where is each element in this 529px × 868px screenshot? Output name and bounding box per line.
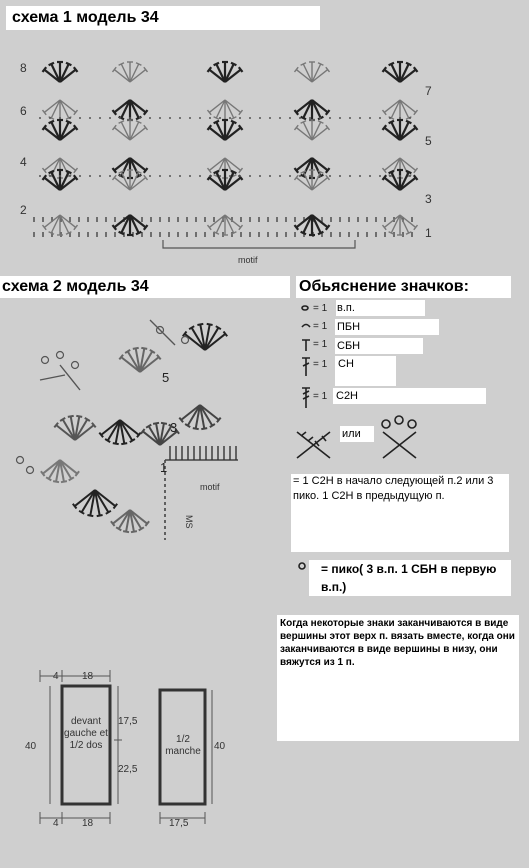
scheme2-label-5: 5 xyxy=(162,370,170,385)
scheme2-motif-label: motif xyxy=(200,482,220,492)
legend-c2h-explanation: = 1 С2Н в начало следующей п.2 или 3 пико. 1 С2Н в предыдущую п. xyxy=(291,474,509,552)
scheme2-label-3: 3 xyxy=(170,420,178,435)
crossed-picot-stitches-icon xyxy=(382,416,416,458)
legend-or: или xyxy=(340,426,374,442)
legend-prefix-5: = 1 xyxy=(313,391,328,402)
row-number-5: 5 xyxy=(425,134,432,148)
row-number-7: 7 xyxy=(425,84,432,98)
sleeve-height-measure: 40 xyxy=(214,741,226,752)
legend-item-slip: ПБН xyxy=(335,319,439,335)
row-number-8: 8 xyxy=(20,61,27,75)
front-panel-label: devant gauche et 1/2 dos xyxy=(64,716,108,751)
front-bottom-left-measure: 4 xyxy=(53,818,59,829)
row-number-4: 4 xyxy=(20,155,27,169)
single-crochet-icon xyxy=(302,340,310,351)
treble-crochet-icon xyxy=(302,388,310,408)
legend-item-sc: СБН xyxy=(335,338,423,354)
legend-note: Когда некоторые знаки заканчиваются в виде вершины этот верх п. вязать вместе, когда они заканчиваются в виде вершины в низу, они вяжутся из 1 п. xyxy=(277,615,519,741)
row-number-6: 6 xyxy=(20,104,27,118)
row-number-2: 2 xyxy=(20,203,27,217)
legend-item-tr: С2Н xyxy=(333,388,486,404)
legend-item-dc: СН xyxy=(335,356,396,386)
scheme1-diagram xyxy=(0,0,529,270)
scheme2-ms-label: MS xyxy=(184,515,194,529)
scheme1-motif-label: motif xyxy=(238,255,258,265)
front-top-left-measure: 4 xyxy=(53,671,59,682)
scheme2-title: схема 2 модель 34 xyxy=(0,276,290,298)
crossed-stitches-icon xyxy=(297,432,330,458)
legend-prefix-1: = 1 xyxy=(313,303,328,314)
sleeve-bottom-measure: 17,5 xyxy=(169,818,189,829)
front-bottom-measure: 18 xyxy=(82,818,94,829)
scheme2-label-1: 1 xyxy=(160,460,168,475)
front-height-measure: 40 xyxy=(25,741,37,752)
scheme1-title: схема 1 модель 34 xyxy=(6,6,320,30)
chain-stitch-icon xyxy=(302,306,308,310)
picot-icon xyxy=(299,563,305,569)
middle-upper-measure: 17,5 xyxy=(118,716,138,727)
legend-prefix-4: = 1 xyxy=(313,359,328,370)
row-number-1: 1 xyxy=(425,226,432,240)
middle-lower-measure: 22,5 xyxy=(118,764,138,775)
double-crochet-icon xyxy=(302,358,310,376)
sleeve-panel-label: 1/2 manche xyxy=(165,734,201,757)
legend-item-chain: в.п. xyxy=(336,300,425,316)
legend-title: Обьяснение значков: xyxy=(296,276,511,298)
legend-picot-explanation: = пико( 3 в.п. 1 СБН в первую в.п.) xyxy=(309,560,511,596)
legend-prefix-3: = 1 xyxy=(313,339,328,350)
row-number-3: 3 xyxy=(425,192,432,206)
front-top-measure: 18 xyxy=(82,671,94,682)
slip-stitch-icon xyxy=(302,325,310,328)
legend-prefix-2: = 1 xyxy=(313,321,328,332)
